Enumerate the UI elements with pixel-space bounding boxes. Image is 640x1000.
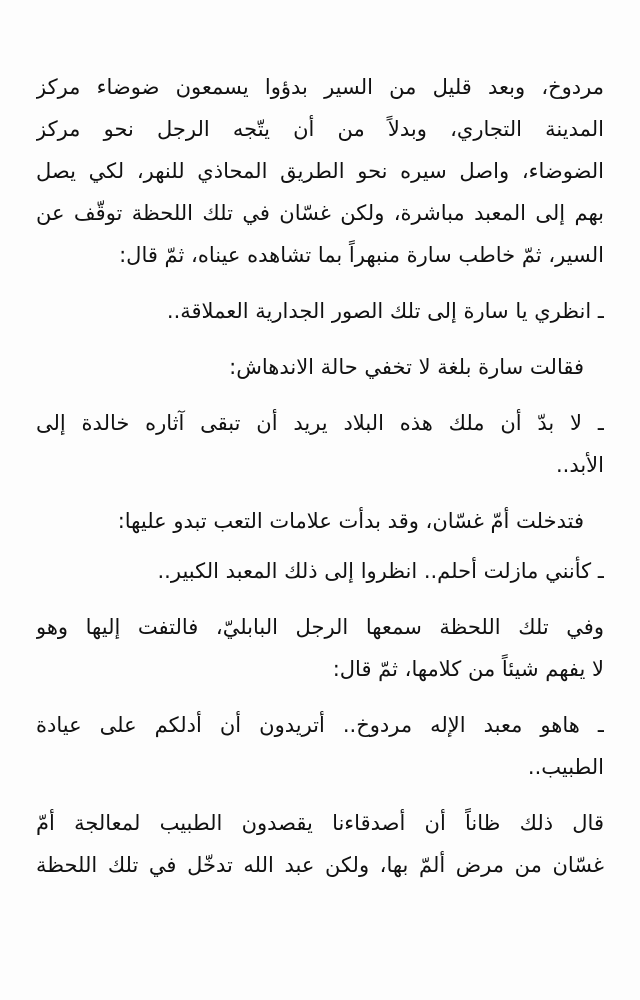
text-line: بهم إلى المعبد مباشرة، ولكن غسّان في تلك اللحظة توقّف عن <box>36 201 604 225</box>
dialogue-line: الأبد.. <box>555 453 604 477</box>
text-line: الضوضاء، واصل سيره نحو الطريق المحاذي للنهر، لكي يصل <box>36 159 604 183</box>
text-line: مردوخ، وبعد قليل من السير بدؤوا يسمعون ضوضاء مركز <box>36 75 604 99</box>
narration-line: غسّان من مرض ألمّ بها، ولكن عبد الله تدخّل في تلك اللحظة <box>36 853 604 877</box>
narration-line: فقالت سارة بلغة لا تخفي حالة الاندهاش: <box>229 355 584 379</box>
text-line: السير، ثمّ خاطب سارة منبهراً بما تشاهده عيناه، ثمّ قال: <box>119 243 604 267</box>
narration-line: وفي تلك اللحظة سمعها الرجل البابليّ، فالتفت إليها وهو <box>36 615 604 639</box>
dialogue-line: ـ انظري يا سارة إلى تلك الصور الجدارية العملاقة.. <box>166 299 604 323</box>
narration-line: فتدخلت أمّ غسّان، وقد بدأت علامات التعب تبدو عليها: <box>117 509 584 533</box>
narration-line: لا يفهم شيئاً من كلامها، ثمّ قال: <box>332 657 604 681</box>
body-text <box>36 66 604 886</box>
dialogue-line: ـ هاهو معبد الإله مردوخ.. أتريدون أن أدلكم على عيادة <box>36 713 604 737</box>
narration-line: قال ذلك ظاناً أن أصدقاءنا يقصدون الطبيب لمعالجة أمّ <box>36 811 604 835</box>
text-line: المدينة التجاري، وبدلاً من أن يتّجه الرجل نحو مركز <box>36 117 604 141</box>
dialogue-line: الطبيب.. <box>527 755 604 779</box>
dialogue-line: ـ كأنني مازلت أحلم.. انظروا إلى ذلك المعبد الكبير.. <box>157 559 604 583</box>
dialogue-line: ـ لا بدّ أن ملك هذه البلاد يريد أن تبقى آثاره خالدة إلى <box>36 411 604 435</box>
